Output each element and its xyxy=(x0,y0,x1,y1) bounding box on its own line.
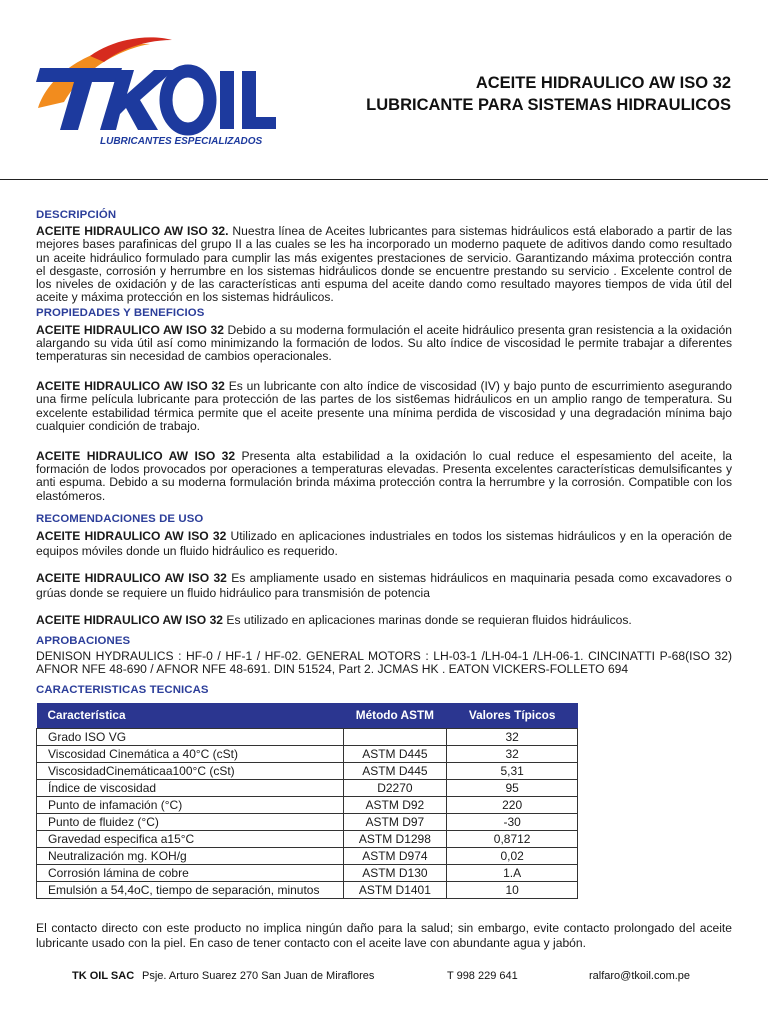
value-cell: 5,31 xyxy=(447,763,578,780)
table-row xyxy=(37,882,578,899)
table-body xyxy=(37,729,578,899)
method-cell: ASTM D974 xyxy=(343,848,447,865)
characteristic-cell: Neutralización mg. KOH/g xyxy=(37,848,344,865)
document-body xyxy=(36,209,732,899)
column-header: Característica xyxy=(37,703,344,729)
table-row xyxy=(37,780,578,797)
recomendacion-text: Utilizado en aplicaciones industriales en todos los sistemas hidráulicos y en la operación de equipos móviles donde un fluido hidráulico es requerido. xyxy=(36,529,732,559)
recomendacion-lead: ACEITE HIDRAULICO AW ISO 32 xyxy=(36,529,227,544)
table-row xyxy=(37,831,578,848)
value-cell: 95 xyxy=(447,780,578,797)
method-cell: ASTM D92 xyxy=(343,797,447,814)
characteristic-cell: Grado ISO VG xyxy=(37,729,344,746)
recomendacion-lead: ACEITE HIDRAULICO AW ISO 32 xyxy=(36,571,227,586)
method-cell: ASTM D130 xyxy=(343,865,447,882)
recomendacion-text: Es utilizado en aplicaciones marinas donde se requieran fluidos hidráulicos. xyxy=(223,613,632,628)
characteristic-cell: Punto de infamación (°C) xyxy=(37,797,344,814)
characteristic-cell: Índice de viscosidad xyxy=(37,780,344,797)
logo-letter-i xyxy=(220,71,234,129)
table-row xyxy=(37,814,578,831)
value-cell: 32 xyxy=(447,746,578,763)
value-cell: -30 xyxy=(447,814,578,831)
heading-descripcion: DESCRIPCIÓN xyxy=(36,209,117,221)
technical-specs-table xyxy=(36,703,578,900)
product-title-line2: LUBRICANTE PARA SISTEMAS HIDRAULICOS xyxy=(366,96,731,114)
propiedades-paragraph xyxy=(36,324,732,364)
value-cell: 0,02 xyxy=(447,848,578,865)
table-row xyxy=(37,848,578,865)
characteristic-cell: Gravedad especifica a15°C xyxy=(37,831,344,848)
table-row xyxy=(37,729,578,746)
header xyxy=(0,0,768,180)
characteristic-cell: Viscosidad Cinemática a 40°C (cSt) xyxy=(37,746,344,763)
footer-email: ralfaro@tkoil.com.pe xyxy=(589,970,691,982)
propiedades-paragraph xyxy=(36,450,732,503)
table-row xyxy=(37,865,578,882)
propiedades-lead: ACEITE HIDRAULICO AW ISO 32 xyxy=(36,322,224,337)
value-cell: 220 xyxy=(447,797,578,814)
descripcion-paragraph xyxy=(36,225,732,304)
method-cell: D2270 xyxy=(343,780,447,797)
value-cell: 10 xyxy=(447,882,578,899)
recomendacion-paragraph xyxy=(36,571,732,601)
characteristic-cell: Corrosión lámina de cobre xyxy=(37,865,344,882)
logo-tagline: LUBRICANTES ESPECIALIZADOS xyxy=(100,136,263,147)
table-row xyxy=(37,746,578,763)
table-row xyxy=(37,797,578,814)
recomendacion-paragraph xyxy=(36,613,732,628)
product-title-line1: ACEITE HIDRAULICO AW ISO 32 xyxy=(475,74,731,92)
propiedades-text: Es un lubricante con alto índice de viscosidad (IV) y bajo punto de escurrimiento asegurando una firme película lubricante para protección de las partes de los sist6emas hidráulicos en un amplio rango de temperatura. Su excelente estabilidad térmica permite que el aceite presente una mínima perdida de viscosidad y una degradación mínima bajo cualquier condición de trabajo. xyxy=(36,379,732,433)
aprobaciones-text: DENISON HYDRAULICS : HF-0 / HF-1 / HF-02. GENERAL MOTORS : LH-03-1 /LH-04-1 /LH-06-1. CINCINATTI P-68(ISO 32) AFNOR NFE 48-690 / AFNOR NFE 48-691. DIN 51524, Part 2. JCMAS HK . EATON VICKERS-FOLLETO 694 xyxy=(36,649,732,677)
recomendacion-lead: ACEITE HIDRAULICO AW ISO 32 xyxy=(36,613,224,628)
propiedades-text: Presenta alta estabilidad a la oxidación lo cual reduce el espesamiento del aceite, la formación de lodos provocados por operaciones a temperaturas elevadas. Presenta excelentes características demulsificantes y anti espuma. Debido a su moderna formulación brinda máxima protección contra la herrumbre y la corrosión. Compatible con los elastómeros. xyxy=(36,449,732,503)
logo-letter-o xyxy=(166,71,210,129)
tkoil-logo xyxy=(30,30,280,150)
method-cell: ASTM D1298 xyxy=(343,831,447,848)
footer-company: TK OIL SAC xyxy=(72,970,135,982)
descripcion-text: Nuestra línea de Aceites lubricantes para sistemas hidráulicos está elaborado a partir de las mejores bases parafinicas del grupo II a las cuales se les ha incorporado un moderno paquete de aditivos dando como resultado un aceite hidráulico formulado para cumplir las más exigentes prestaciones de servicio. Garantizando máxima protección contra el desgaste, corrosión y herrumbre en los sistemas hidráulicos donde se encuentre prestando su servicio . Excelente control de los niveles de oxidación y de las características anti espuma del aceite dando como resultado mayores tiempos de vida útil del aceite y máxima protección en los sistemas hidráulicos. xyxy=(36,224,732,305)
footer-address: Psje. Arturo Suarez 270 San Juan de Miraflores xyxy=(142,970,375,982)
safety-note: El contacto directo con este producto no implica ningún daño para la salud; sin embargo, evite contacto prolongado del aceite lubricante usado con la piel. En caso de tener contacto con el aceite lave con abundante agua y jabón. xyxy=(36,921,732,950)
descripcion-lead: ACEITE HIDRAULICO AW ISO 32. xyxy=(36,224,229,239)
recomendacion-text: Es ampliamente usado en sistemas hidráulicos en maquinaria pesada como excavadores o grúas donde se requiere un fluido hidráulico para transmisión de potencia xyxy=(36,571,732,601)
characteristic-cell: Punto de fluidez (°C) xyxy=(37,814,344,831)
method-cell: ASTM D445 xyxy=(343,763,447,780)
column-header: Método ASTM xyxy=(343,703,447,729)
method-cell xyxy=(343,729,447,746)
propiedades-text: Debido a su moderna formulación el aceite hidráulico presenta gran resistencia a la oxidación alargando su vida útil así como minimizando la formación de lodos. Su alto índice de viscosidad le permite trabajar a diferentes temperaturas sin necesidad de cambios operacionales. xyxy=(36,322,732,364)
table-header-row xyxy=(37,703,578,729)
characteristic-cell: Emulsión a 54,4oC, tiempo de separación, minutos xyxy=(37,882,344,899)
characteristic-cell: ViscosidadCinemáticaa100°C (cSt) xyxy=(37,763,344,780)
product-title xyxy=(366,72,731,116)
method-cell: ASTM D1401 xyxy=(343,882,447,899)
value-cell: 32 xyxy=(447,729,578,746)
heading-caracteristicas: CARACTERISTICAS TECNICAS xyxy=(36,683,209,696)
value-cell: 1.A xyxy=(447,865,578,882)
value-cell: 0,8712 xyxy=(447,831,578,848)
column-header: Valores Típicos xyxy=(447,703,578,729)
heading-aprobaciones: APROBACIONES xyxy=(36,635,131,648)
method-cell: ASTM D445 xyxy=(343,746,447,763)
propiedades-lead: ACEITE HIDRAULICO AW ISO 32 xyxy=(36,449,236,464)
header-divider xyxy=(0,179,768,180)
heading-propiedades: PROPIEDADES Y BENEFICIOS xyxy=(36,307,205,320)
propiedades-paragraph xyxy=(36,380,732,433)
method-cell: ASTM D97 xyxy=(343,814,447,831)
footer-phone: T 998 229 641 xyxy=(447,970,518,982)
heading-recomendaciones: RECOMENDACIONES DE USO xyxy=(36,512,204,525)
logo-letter-l xyxy=(242,71,276,129)
propiedades-lead: ACEITE HIDRAULICO AW ISO 32 xyxy=(36,379,225,394)
logo-swoosh-red xyxy=(90,37,172,62)
table-row xyxy=(37,763,578,780)
recomendacion-paragraph xyxy=(36,529,732,559)
